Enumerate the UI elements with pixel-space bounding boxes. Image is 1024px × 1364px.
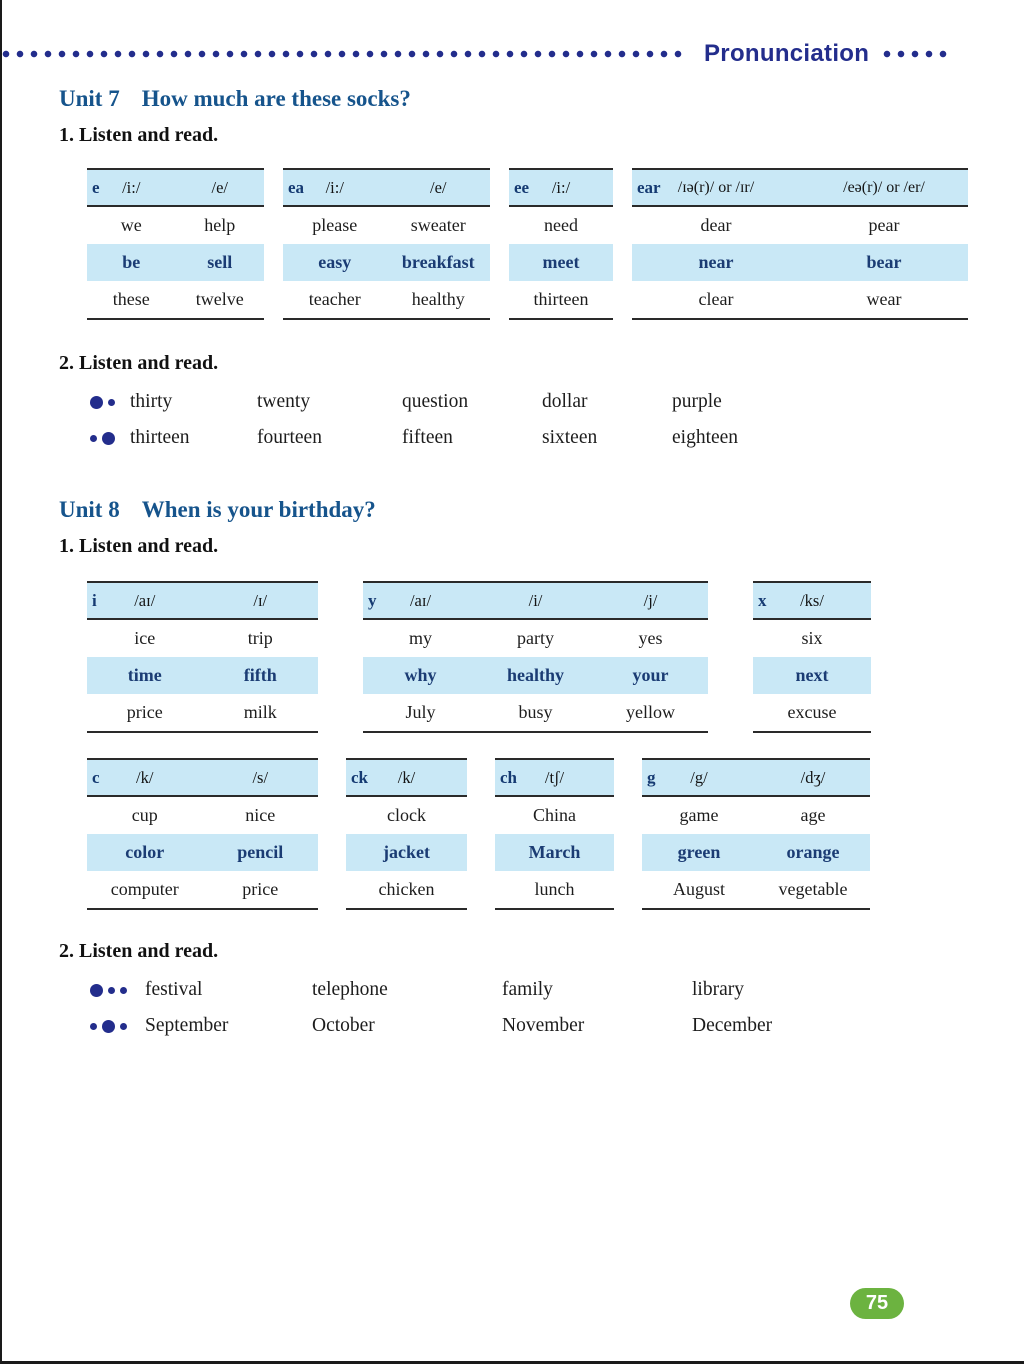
word-cell: price (242, 879, 279, 899)
word-cell: your (632, 665, 669, 685)
word-cell: party (517, 628, 554, 648)
word-cell: jacket (383, 842, 430, 862)
pron-table-c (87, 758, 318, 910)
phoneme-label: /e/ (430, 177, 447, 197)
word-cell: computer (110, 879, 179, 899)
word-cell: excuse (787, 702, 837, 722)
word-cell: vegetable (778, 879, 848, 899)
stress-row (90, 420, 738, 456)
word-cell: clear (698, 289, 734, 309)
table-row (87, 694, 318, 731)
phoneme-label: /e/ (211, 177, 228, 197)
word-cell: we (120, 215, 142, 235)
word-cell: July (405, 702, 436, 722)
word-cell: time (127, 665, 162, 685)
pron-table-y (363, 581, 708, 733)
word-cell: ice (134, 628, 156, 648)
grapheme-label: c (92, 767, 100, 787)
grapheme-label: ch (500, 767, 517, 787)
stress-row (90, 1008, 772, 1044)
word-cell: please (312, 215, 358, 235)
pronunciation-label: Pronunciation (704, 40, 870, 67)
table-row (87, 244, 264, 281)
pron-table-x (753, 581, 871, 733)
unit8-pronunciation-tables-row1 (87, 581, 871, 733)
grapheme-label: x (758, 590, 767, 610)
table-row (87, 207, 264, 244)
word-cell: these (112, 289, 150, 309)
word-cell: sell (207, 252, 233, 272)
word-cell: fifth (243, 665, 277, 685)
word-cell: easy (318, 252, 352, 272)
stress-word: library (692, 979, 744, 1000)
phoneme-label: /tʃ/ (544, 767, 565, 787)
word-cell: help (204, 215, 236, 235)
dotted-rule-icon (883, 50, 947, 58)
table-row (753, 620, 871, 657)
word-cell: China (533, 805, 576, 825)
stress-word: September (145, 1015, 229, 1036)
table-header (363, 583, 708, 620)
unit8-listen1-label: 1. Listen and read. (59, 535, 219, 557)
word-cell: color (125, 842, 165, 862)
table-header (87, 583, 318, 620)
word-cell: August (672, 879, 725, 899)
grapheme-label: i (92, 590, 97, 610)
table-header (495, 760, 614, 797)
table-row (642, 834, 870, 871)
table-row (509, 281, 613, 318)
pronunciation-header (2, 40, 1002, 68)
table-row (346, 871, 467, 908)
phoneme-label: /i:/ (122, 177, 141, 197)
table-row (87, 797, 318, 834)
table-row (87, 620, 318, 657)
phoneme-label: /ɪ/ (253, 590, 268, 610)
pron-table-e (87, 168, 264, 320)
table-row (363, 694, 708, 731)
word-cell: game (679, 805, 719, 825)
stress-word: question (402, 391, 469, 412)
phoneme-label: /i/ (528, 590, 543, 610)
stress-pattern-oO-icon (90, 432, 130, 445)
table-row (495, 834, 614, 871)
table-row (363, 620, 708, 657)
stress-word: November (502, 1015, 585, 1036)
table-row (632, 244, 968, 281)
unit7-listen1-label: 1. Listen and read. (59, 124, 219, 146)
stress-row (90, 972, 772, 1008)
unit8-title (59, 497, 376, 523)
stress-word: December (692, 1015, 773, 1036)
stress-word: sixteen (542, 427, 598, 448)
unit8-number: Unit 8 (59, 497, 120, 522)
table-row (87, 657, 318, 694)
table-row (753, 694, 871, 731)
stress-word: purple (672, 391, 722, 412)
word-cell: meet (542, 252, 580, 272)
phoneme-label: /ks/ (800, 590, 824, 610)
word-cell: lunch (534, 879, 575, 899)
phoneme-label: /i:/ (325, 177, 344, 197)
word-cell: wear (866, 289, 902, 309)
word-cell: healthy (411, 289, 465, 309)
unit8-pronunciation-tables-row2 (87, 758, 870, 910)
phoneme-label: /aɪ/ (134, 590, 156, 610)
table-row (632, 281, 968, 318)
grapheme-label: ck (351, 767, 368, 787)
word-cell: healthy (506, 665, 564, 685)
word-cell: green (677, 842, 721, 862)
word-cell: dear (700, 215, 732, 235)
stress-word: dollar (542, 391, 588, 412)
word-cell: pear (868, 215, 900, 235)
pron-table-i (87, 581, 318, 733)
word-cell: why (404, 665, 437, 685)
table-header (753, 583, 871, 620)
unit8-stress-words (90, 972, 772, 1044)
table-row (495, 797, 614, 834)
table-row (642, 797, 870, 834)
unit7-pronunciation-tables (87, 168, 968, 320)
pron-table-ear (632, 168, 968, 320)
dotted-rule-icon (2, 50, 688, 58)
phoneme-label: /eə(r)/ or /er/ (843, 178, 925, 196)
unit8-question: When is your birthday? (141, 497, 376, 522)
stress-word: fourteen (257, 427, 322, 448)
page-number-badge: 75 (850, 1288, 904, 1319)
table-row (283, 281, 490, 318)
phoneme-label: /dʒ/ (800, 767, 826, 787)
word-cell: chicken (378, 879, 435, 899)
grapheme-label: ee (514, 177, 530, 197)
stress-pattern-oOo-icon (90, 1020, 145, 1033)
stress-row (90, 384, 738, 420)
grapheme-label: ea (288, 177, 305, 197)
table-row (753, 657, 871, 694)
table-row (87, 834, 318, 871)
table-header (87, 170, 264, 207)
grapheme-label: e (92, 177, 100, 197)
table-row (283, 244, 490, 281)
pron-table-ea (283, 168, 490, 320)
word-cell: next (795, 665, 829, 685)
table-row (509, 244, 613, 281)
word-cell: age (800, 805, 826, 825)
word-cell: trip (247, 628, 273, 648)
table-header (283, 170, 490, 207)
word-cell: need (544, 215, 578, 235)
table-row (283, 207, 490, 244)
stress-word: thirty (130, 391, 173, 412)
stress-word: fifteen (402, 427, 453, 448)
stress-word: eighteen (672, 427, 739, 448)
word-cell: twelve (195, 289, 244, 309)
table-row (87, 281, 264, 318)
table-row (87, 871, 318, 908)
word-cell: breakfast (401, 252, 475, 272)
word-cell: March (528, 842, 581, 862)
phoneme-label: /g/ (690, 767, 708, 787)
word-cell: yes (638, 628, 663, 648)
phoneme-label: /aɪ/ (409, 590, 432, 610)
stress-word: family (502, 979, 553, 1000)
stress-word: twenty (257, 391, 311, 412)
stress-pattern-Ooo-icon (90, 984, 145, 997)
word-cell: clock (387, 805, 426, 825)
word-cell: yellow (626, 702, 675, 722)
pron-table-g (642, 758, 870, 910)
word-cell: price (126, 702, 163, 722)
phoneme-label: /k/ (136, 767, 154, 787)
table-row (632, 207, 968, 244)
table-row (495, 871, 614, 908)
table-row (642, 871, 870, 908)
table-row (346, 797, 467, 834)
word-cell: sweater (410, 215, 466, 235)
table-row (509, 207, 613, 244)
table-header (509, 170, 613, 207)
pron-table-ck (346, 758, 467, 910)
unit7-number: Unit 7 (59, 86, 120, 111)
table-header (632, 170, 968, 207)
stress-pattern-Oo-icon (90, 396, 130, 409)
unit7-stress-words (90, 384, 738, 456)
word-cell: busy (518, 702, 553, 722)
pron-table-ch (495, 758, 614, 910)
phoneme-label: /i:/ (551, 177, 571, 197)
table-row (346, 834, 467, 871)
unit7-title (59, 86, 411, 112)
word-cell: bear (866, 252, 902, 272)
word-cell: cup (131, 805, 158, 825)
pron-table-ee (509, 168, 613, 320)
unit7-question: How much are these socks? (141, 86, 411, 111)
stress-word: telephone (312, 979, 388, 1000)
stress-word: October (312, 1015, 375, 1036)
word-cell: six (801, 628, 823, 648)
word-cell: milk (243, 702, 277, 722)
table-row (363, 657, 708, 694)
word-cell: nice (245, 805, 276, 825)
table-header (346, 760, 467, 797)
unit8-listen2-label: 2. Listen and read. (59, 940, 219, 962)
grapheme-label: g (647, 767, 656, 787)
table-header (87, 760, 318, 797)
word-cell: thirteen (533, 289, 589, 309)
table-header (642, 760, 870, 797)
word-cell: pencil (237, 842, 284, 862)
stress-word: festival (145, 979, 203, 1000)
word-cell: teacher (308, 289, 361, 309)
grapheme-label: y (368, 590, 377, 610)
unit7-listen2-label: 2. Listen and read. (59, 352, 219, 374)
stress-word: thirteen (130, 427, 190, 448)
phoneme-label: /j/ (643, 590, 658, 610)
phoneme-label: /k/ (397, 767, 416, 787)
word-cell: orange (786, 842, 840, 862)
phoneme-label: /ɪə(r)/ or /ɪr/ (677, 178, 755, 196)
word-cell: be (122, 252, 141, 272)
word-cell: my (408, 628, 432, 648)
phoneme-label: /s/ (252, 767, 269, 787)
grapheme-label: ear (637, 177, 661, 197)
word-cell: near (698, 252, 734, 272)
